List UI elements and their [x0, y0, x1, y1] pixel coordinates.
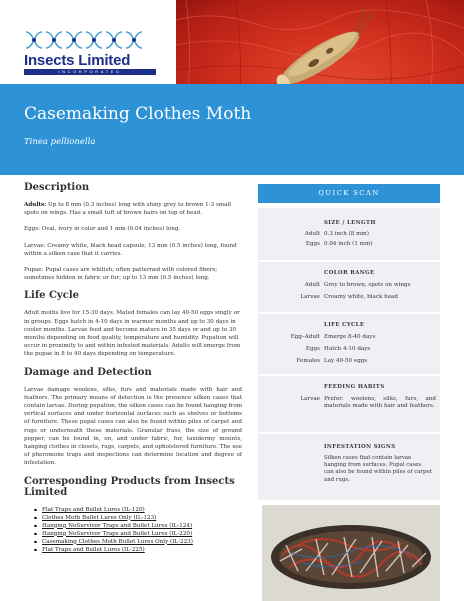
- products-heading: Corresponding Products from Insects Limited: [24, 475, 235, 498]
- quick-scan-header: QUICK SCAN: [258, 184, 440, 203]
- lifecycle-label: Eggs: [305, 346, 320, 352]
- product-link[interactable]: Hanging NoSurvivor Traps and Bullet Lures (IL-220): [34, 530, 242, 538]
- lifecycle-label: Females: [296, 358, 320, 364]
- products-list: [34, 506, 242, 554]
- product-link[interactable]: Clothes Moth Bullet Lures Only (IL-123): [34, 514, 242, 522]
- page-title: Casemaking Clothes Moth: [24, 104, 252, 124]
- logo-wordmark: Insects Limited: [24, 52, 131, 69]
- infestation-text: Silken cases that contain larvae hanging from surfaces. Pupal cases can also be found within piles of carpet and rugs.: [324, 455, 432, 483]
- color-heading: COLOR RANGE: [324, 270, 375, 276]
- adults-label: Adults:: [24, 202, 47, 208]
- main-content: [24, 182, 242, 554]
- size-label: Eggs: [305, 241, 320, 247]
- quick-scan-size: [258, 208, 440, 260]
- feeding-heading: FEEDING HABITS: [324, 384, 385, 390]
- product-link[interactable]: Hanging NoSurvivor Traps and Bullet Lures (IL-124): [34, 522, 242, 530]
- lifecycle-value: Lay 40-50 eggs: [324, 358, 368, 364]
- quick-scan-lifecycle: [258, 314, 440, 374]
- quick-scan-color: [258, 262, 440, 312]
- description-pupae: Pupae: Pupal cases are whitish; often patterned with colored fibers; sometimes hidden in fabric or fur; up to 13 mm (0.5 inches) long.: [24, 267, 218, 282]
- larva-case-photo: [262, 505, 440, 601]
- lifecycle-value: Hatch 4-10 days: [324, 346, 371, 352]
- lifecycle-label: Egg–Adult: [290, 334, 320, 340]
- feeding-label: Larvae: [300, 396, 320, 402]
- logo-subline: INCORPORATED: [24, 69, 156, 75]
- size-heading: SIZE / LENGTH: [324, 220, 376, 226]
- description-adults: [24, 201, 242, 217]
- product-link[interactable]: Flat Traps and Bullet Lures (IL-225): [34, 546, 242, 554]
- description-eggs: Eggs: Oval, ivory in color and 1 mm (0.04 inches) long.: [24, 226, 181, 233]
- scientific-name: Tinea pellionella: [24, 137, 96, 147]
- product-link[interactable]: Flat Traps and Bullet Lures (IL-120): [34, 506, 242, 514]
- damage-heading: Damage and Detection: [24, 366, 152, 378]
- size-value: 0.3 inch (8 mm): [324, 231, 369, 237]
- color-label: Adult: [304, 282, 320, 288]
- quick-scan-feeding: [258, 376, 440, 432]
- larva-case-illustration: [262, 505, 440, 601]
- feeding-value: Prefer: woolens, silks, furs, and materials made with hair and feathers.: [324, 396, 436, 409]
- size-value: 0.04 inch (1 mm): [324, 241, 373, 247]
- lifecycle-text: Adult moths live for 15-30 days. Mated females can lay 40-50 eggs singly or in groups. Eggs hatch in 4-10 days in warmer months and up to 30 days in cooler months. Larvae feed and become mature in 35 days or and up to 30 months depending on food quality, temperature and humidity. Pupation will occur in proximity to and within infested materials. Adults will emerge from the pupae in 8 to 40 days depending on temperature.: [24, 310, 241, 358]
- insects-limited-logo: [24, 28, 156, 74]
- product-link[interactable]: Casemaking Clothes Moth Bullet Lures Only (IL-223): [34, 538, 242, 546]
- color-value: Creamy white, black head: [324, 294, 398, 300]
- lifecycle-scan-heading: LIFE CYCLE: [324, 322, 365, 328]
- description-heading: Description: [24, 182, 90, 193]
- color-value: Grey to brown, spots on wings: [324, 282, 411, 288]
- page-header: [0, 0, 464, 175]
- infestation-heading: INFESTATION SIGNS: [324, 444, 396, 450]
- lifecycle-heading: Life Cycle: [24, 290, 79, 302]
- size-label: Adult: [304, 231, 320, 237]
- lifecycle-value: Emerge 8-40 days: [324, 334, 376, 340]
- title-band: [0, 84, 464, 175]
- quick-scan-infestation: [258, 434, 440, 500]
- adults-text: Up to 8 mm (0.3 inches) long with shiny grey to brown 1-3 small spots on wings. Has a small tuft of brown hairs on top of head.: [24, 202, 232, 217]
- color-label: Larvae: [300, 294, 320, 300]
- damage-text: Larvae damage woolens, silks, furs and materials made with hair and feathers. The primary means of detection is the presence silken cases that contain larvae. During pupation, the silken cases can be found hanging from vertical surfaces and under horizontal surfaces such as shelves or bottoms of furniture. These pupal cases can also be found within piles of carpet and rugs or underneath these materials. Granular frass, the size of ground pepper, can be found in, on, and under fabric, fur, taxidermy mounts, hanging clothes in closets, rugs, carpets, and upholstered furniture. The use of pheromone traps and inspections can determine location and degree of infestation.: [24, 386, 242, 467]
- logo-pattern-icon: [24, 28, 156, 52]
- description-larvae: Larvae: Creamy white, black head capsule, 13 mm (0.5 inches) long, found within a silken case that it carries.: [24, 242, 237, 257]
